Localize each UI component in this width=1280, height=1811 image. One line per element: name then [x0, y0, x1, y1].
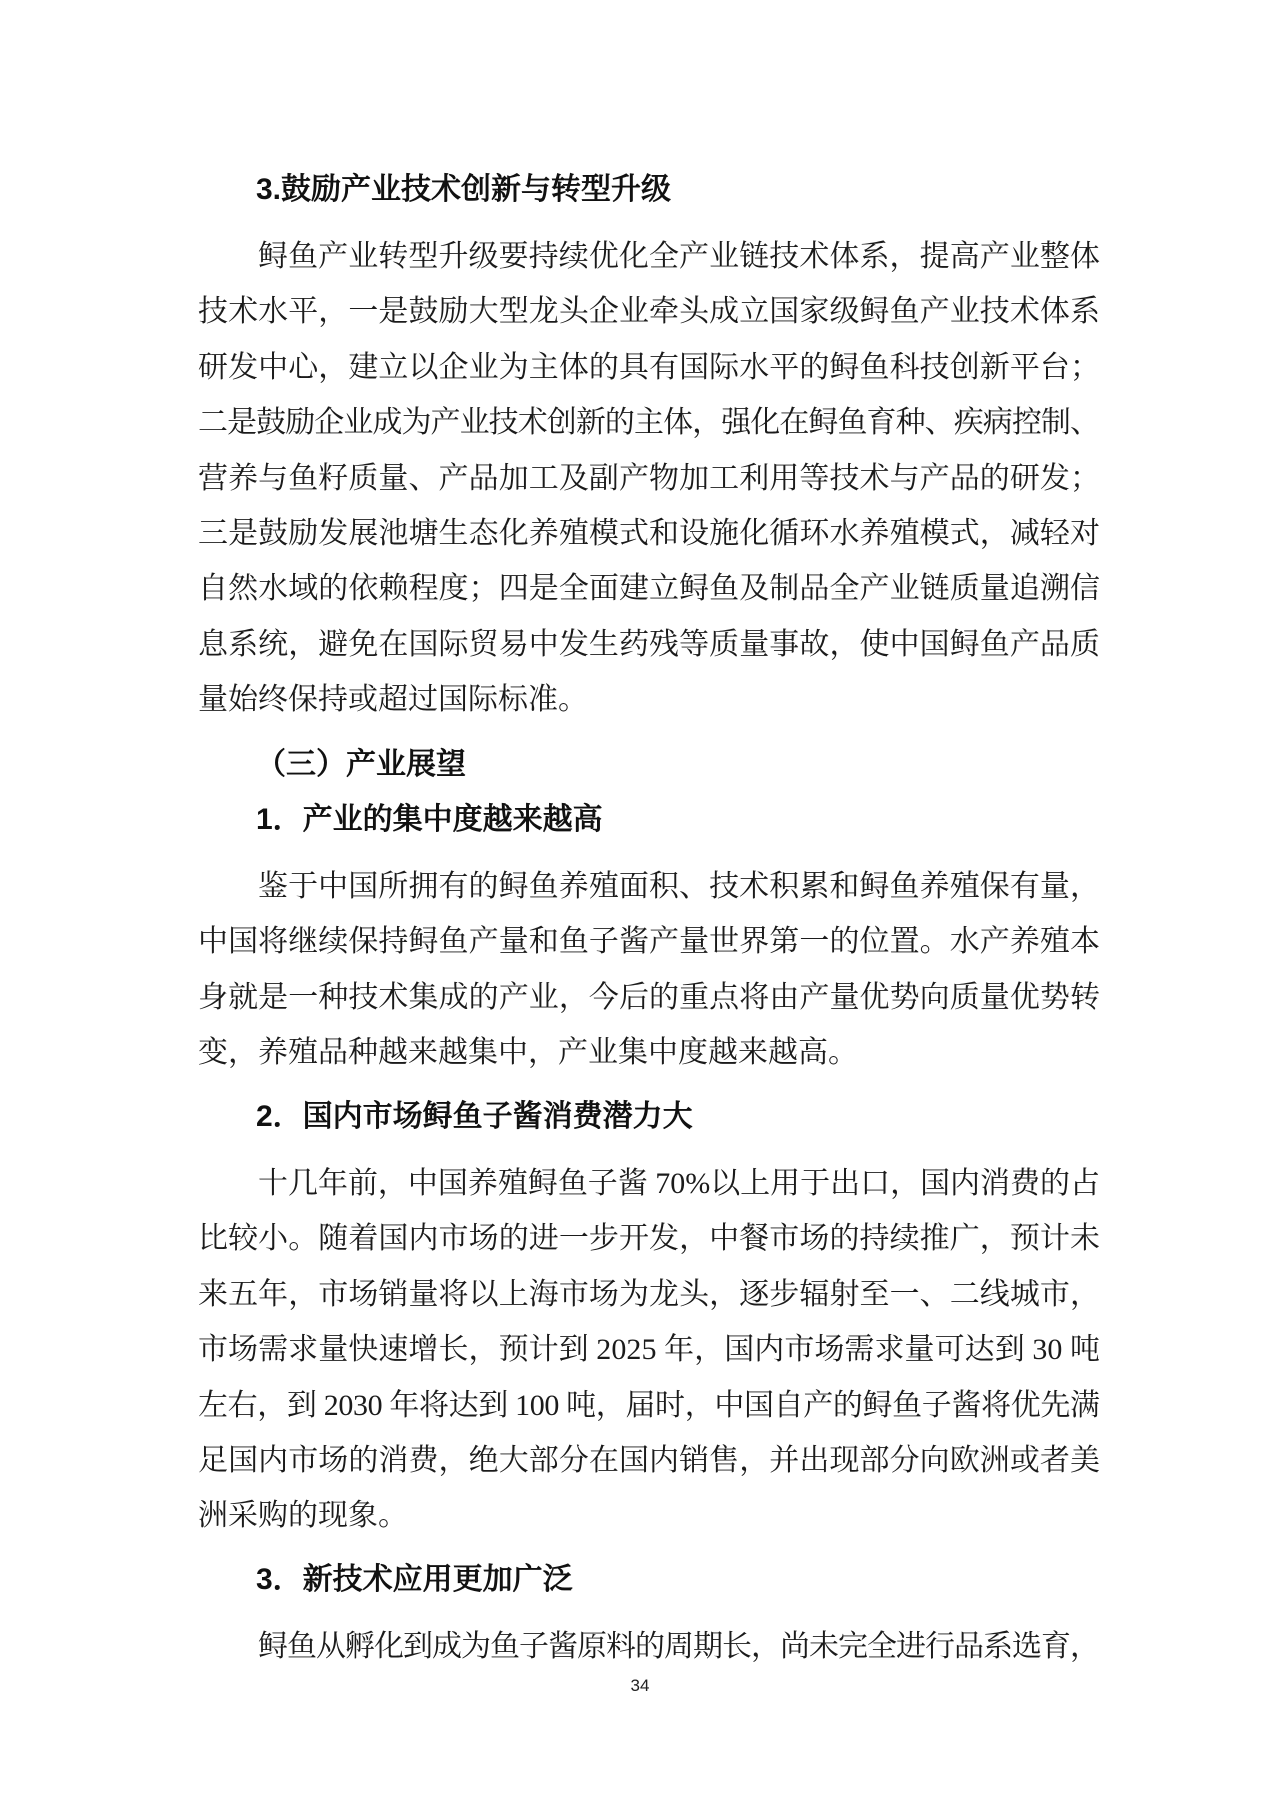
- paragraph-line: [198, 970, 1100, 1025]
- paragraph-line: [198, 1619, 1100, 1674]
- paragraph-line: [198, 229, 1100, 284]
- paragraph-line: [198, 1433, 1100, 1488]
- paragraph-line: [198, 506, 1100, 561]
- line-text: 洲采购的现象。: [198, 1499, 408, 1533]
- line-text: 身就是一种技术集成的产业，今后的重点将由产量优势向质量优势转: [198, 980, 1101, 1014]
- subsection-heading: [198, 1552, 1100, 1607]
- subsection-heading: [198, 1089, 1100, 1144]
- line-text: 左右，到 2030 年将达到 100 吨，届时，中国自产的鲟鱼子酱将优先满: [198, 1388, 1100, 1422]
- heading-text: 2．国内市场鲟鱼子酱消费潜力大: [256, 1100, 693, 1133]
- heading-text: 1．产业的集中度越来越高: [256, 803, 603, 836]
- line-text: 三是鼓励发展池塘生态化养殖模式和设施化循环水养殖模式，减轻对: [198, 516, 1101, 550]
- page-number: 34: [630, 1676, 650, 1695]
- line-text: 技术水平，一是鼓励大型龙头企业牵头成立国家级鲟鱼产业技术体系: [198, 295, 1101, 329]
- line-text: 市场需求量快速增长，预计到 2025 年，国内市场需求量可达到 30 吨: [198, 1333, 1101, 1367]
- paragraph-line: [198, 561, 1100, 616]
- line-text: 营养与鱼籽质量、产品加工及副产物加工利用等技术与产品的研发；: [198, 461, 1101, 495]
- line-text: 变，养殖品种越来越集中，产业集中度越来越高。: [198, 1036, 858, 1070]
- paragraph-line: [198, 1267, 1100, 1322]
- paragraph-line: [198, 1156, 1100, 1211]
- paragraph-line: [198, 284, 1100, 339]
- paragraph: [198, 1156, 1100, 1544]
- paragraph-line: [198, 1378, 1100, 1433]
- line-text: 量始终保持或超过国际标准。: [198, 683, 588, 717]
- line-text: 足国内市场的消费，绝大部分在国内销售，并出现部分向欧洲或者美: [198, 1443, 1101, 1477]
- paragraph: [198, 859, 1100, 1081]
- line-text: 十几年前，中国养殖鲟鱼子酱 70%以上用于出口，国内消费的占: [258, 1167, 1100, 1200]
- section-heading: [198, 737, 1100, 792]
- paragraph-line: [198, 451, 1100, 506]
- line-text: 来五年，市场销量将以上海市场为龙头，逐步辐射至一、二线城市，: [198, 1277, 1101, 1311]
- line-text: 中国将继续保持鲟鱼产量和鱼子酱产量世界第一的位置。水产养殖本: [198, 925, 1101, 959]
- heading-text: 3．新技术应用更加广泛: [256, 1563, 573, 1596]
- paragraph-line: [198, 1488, 1100, 1543]
- paragraph-line: [198, 395, 1100, 450]
- subsection-heading: [198, 792, 1100, 847]
- line-text: 息系统，避免在国际贸易中发生药残等质量事故，使中国鲟鱼产品质: [198, 627, 1101, 661]
- line-text: 自然水域的依赖程度；四是全面建立鲟鱼及制品全产业链质量追溯信: [198, 572, 1101, 606]
- paragraph-line: [198, 1211, 1100, 1266]
- line-text: 研发中心，建立以企业为主体的具有国际水平的鲟鱼科技创新平台；: [198, 350, 1101, 384]
- paragraph-line: [198, 617, 1100, 672]
- line-text: 鲟鱼从孵化到成为鱼子酱原料的周期长，尚未完全进行品系选育，: [258, 1630, 1099, 1663]
- paragraph-line: [198, 914, 1100, 969]
- heading-text: 3.鼓励产业技术创新与转型升级: [256, 173, 672, 206]
- paragraph: [198, 1619, 1100, 1674]
- heading-text: （三）产业展望: [256, 748, 466, 781]
- paragraph-line: [198, 859, 1100, 914]
- paragraph-line: [198, 340, 1100, 395]
- section-heading: [198, 162, 1100, 217]
- line-text: 比较小。随着国内市场的进一步开发，中餐市场的持续推广，预计未: [198, 1222, 1101, 1256]
- line-text: 二是鼓励企业成为产业技术创新的主体，强化在鲟鱼育种、疾病控制、: [198, 406, 1100, 440]
- paragraph-line: [198, 672, 1100, 727]
- paragraph: [198, 229, 1100, 728]
- paragraph-line: [198, 1322, 1100, 1377]
- line-text: 鲟鱼产业转型升级要持续优化全产业链技术体系，提高产业整体: [258, 240, 1101, 273]
- line-text: 鉴于中国所拥有的鲟鱼养殖面积、技术积累和鲟鱼养殖保有量，: [258, 870, 1101, 903]
- paragraph-line: [198, 1025, 1100, 1080]
